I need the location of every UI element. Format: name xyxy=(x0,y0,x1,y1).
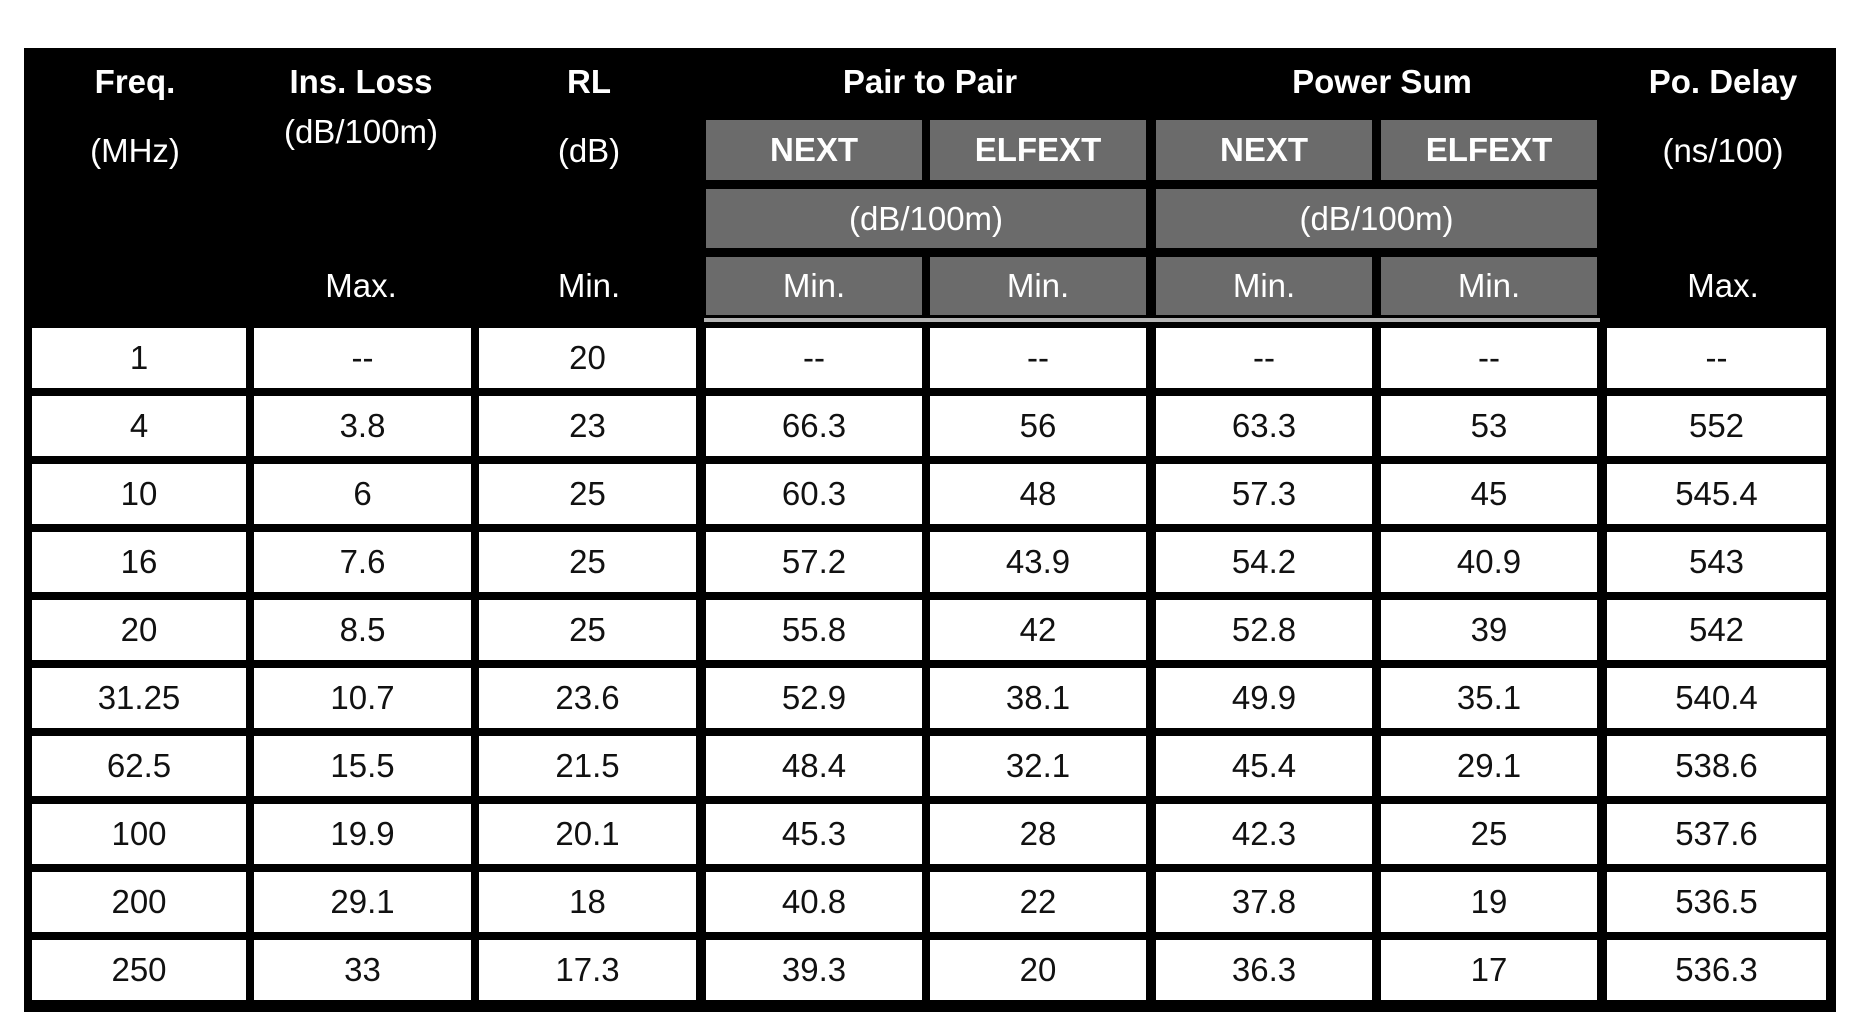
spec-table xyxy=(24,48,1836,1012)
table-cell-freq: 20 xyxy=(32,600,246,660)
table-cell-ps-elfext: 17 xyxy=(1381,940,1597,1000)
table-cell-ps-elfext: 35.1 xyxy=(1381,668,1597,728)
header-po-delay-unit: (ns/100) xyxy=(1662,132,1784,169)
table-cell-ps-elfext: 40.9 xyxy=(1381,532,1597,592)
table-cell-ps-next: 54.2 xyxy=(1156,532,1372,592)
table-cell-rl: 23.6 xyxy=(479,668,696,728)
table-cell-ps-next: 42.3 xyxy=(1156,804,1372,864)
table-cell-freq: 1 xyxy=(32,328,246,388)
table-cell-ptp-elfext: 32.1 xyxy=(930,736,1146,796)
table-cell-po-delay: 538.6 xyxy=(1607,736,1826,796)
table-cell-ptp-elfext: 28 xyxy=(930,804,1146,864)
table-cell-ps-next: 37.8 xyxy=(1156,872,1372,932)
table-cell-ins-loss: 19.9 xyxy=(254,804,471,864)
table-cell-ps-next: 45.4 xyxy=(1156,736,1372,796)
header-po-delay-label: Po. Delay xyxy=(1648,63,1798,100)
header-ptp-next: NEXT xyxy=(706,120,922,180)
table-cell-rl: 20 xyxy=(479,328,696,388)
table-cell-freq: 31.25 xyxy=(32,668,246,728)
table-cell-ins-loss: 7.6 xyxy=(254,532,471,592)
header-ps-elfext-limit: Min. xyxy=(1381,257,1597,315)
header-ptp-elfext: ELFEXT xyxy=(930,120,1146,180)
table-cell-po-delay: 542 xyxy=(1607,600,1826,660)
table-cell-po-delay: 545.4 xyxy=(1607,464,1826,524)
table-cell-ins-loss: 33 xyxy=(254,940,471,1000)
table-cell-ps-next: 57.3 xyxy=(1156,464,1372,524)
header-ptp-next-limit: Min. xyxy=(706,257,922,315)
header-power-sum-label: Power Sum xyxy=(1292,63,1472,100)
header-rl-limit: Min. xyxy=(557,267,621,304)
table-cell-ps-elfext: 19 xyxy=(1381,872,1597,932)
table-cell-rl: 25 xyxy=(479,464,696,524)
table-cell-po-delay: 537.6 xyxy=(1607,804,1826,864)
table-cell-ps-elfext: 45 xyxy=(1381,464,1597,524)
header-ins-loss-unit: (dB/100m) xyxy=(283,113,439,150)
table-cell-ps-elfext: -- xyxy=(1381,328,1597,388)
header-freq-label: Freq. xyxy=(94,63,176,100)
table-cell-ptp-elfext: 22 xyxy=(930,872,1146,932)
table-cell-rl: 21.5 xyxy=(479,736,696,796)
header-rl-unit: (dB) xyxy=(557,132,621,169)
table-cell-freq: 62.5 xyxy=(32,736,246,796)
header-po-delay-limit: Max. xyxy=(1687,267,1759,304)
table-cell-freq: 16 xyxy=(32,532,246,592)
table-cell-rl: 18 xyxy=(479,872,696,932)
table-cell-ptp-elfext: 38.1 xyxy=(930,668,1146,728)
table-cell-ps-next: 49.9 xyxy=(1156,668,1372,728)
table-cell-freq: 250 xyxy=(32,940,246,1000)
table-cell-ptp-next: 55.8 xyxy=(706,600,922,660)
header-ins-loss-label: Ins. Loss xyxy=(289,63,433,100)
table-cell-ins-loss: 8.5 xyxy=(254,600,471,660)
header-ps-next-limit: Min. xyxy=(1156,257,1372,315)
table-cell-ins-loss: -- xyxy=(254,328,471,388)
table-cell-ps-elfext: 39 xyxy=(1381,600,1597,660)
header-freq-unit: (MHz) xyxy=(90,132,180,169)
table-cell-ps-elfext: 29.1 xyxy=(1381,736,1597,796)
table-cell-ptp-elfext: 20 xyxy=(930,940,1146,1000)
table-cell-freq: 200 xyxy=(32,872,246,932)
header-ptp-elfext-limit: Min. xyxy=(930,257,1146,315)
header-rl-label: RL xyxy=(567,63,611,100)
table-cell-po-delay: 552 xyxy=(1607,396,1826,456)
header-ins-loss-limit: Max. xyxy=(325,267,397,304)
table-cell-ins-loss: 6 xyxy=(254,464,471,524)
table-cell-po-delay: 536.5 xyxy=(1607,872,1826,932)
table-cell-rl: 20.1 xyxy=(479,804,696,864)
header-ptp-unit: (dB/100m) xyxy=(706,189,1146,248)
table-cell-ps-elfext: 25 xyxy=(1381,804,1597,864)
table-cell-ps-next: 63.3 xyxy=(1156,396,1372,456)
table-cell-freq: 4 xyxy=(32,396,246,456)
table-cell-ptp-next: 57.2 xyxy=(706,532,922,592)
table-cell-ps-next: 36.3 xyxy=(1156,940,1372,1000)
table-cell-ptp-next: 39.3 xyxy=(706,940,922,1000)
table-cell-ps-elfext: 53 xyxy=(1381,396,1597,456)
table-cell-ptp-next: 45.3 xyxy=(706,804,922,864)
table-cell-rl: 17.3 xyxy=(479,940,696,1000)
header-divider xyxy=(704,318,1600,322)
header-pair-to-pair-label: Pair to Pair xyxy=(842,63,1018,100)
table-cell-po-delay: 540.4 xyxy=(1607,668,1826,728)
table-cell-ptp-next: 60.3 xyxy=(706,464,922,524)
table-cell-ptp-elfext: 43.9 xyxy=(930,532,1146,592)
table-cell-ptp-elfext: 56 xyxy=(930,396,1146,456)
header-ps-next: NEXT xyxy=(1156,120,1372,180)
table-cell-ptp-next: 52.9 xyxy=(706,668,922,728)
table-cell-freq: 100 xyxy=(32,804,246,864)
table-cell-ptp-elfext: 42 xyxy=(930,600,1146,660)
table-cell-ins-loss: 15.5 xyxy=(254,736,471,796)
table-cell-ptp-next: 66.3 xyxy=(706,396,922,456)
table-cell-ptp-elfext: -- xyxy=(930,328,1146,388)
table-cell-ptp-next: -- xyxy=(706,328,922,388)
table-cell-ps-next: -- xyxy=(1156,328,1372,388)
header-ps-elfext: ELFEXT xyxy=(1381,120,1597,180)
table-cell-rl: 23 xyxy=(479,396,696,456)
table-cell-ins-loss: 29.1 xyxy=(254,872,471,932)
table-cell-rl: 25 xyxy=(479,532,696,592)
table-cell-ptp-next: 48.4 xyxy=(706,736,922,796)
table-cell-ptp-elfext: 48 xyxy=(930,464,1146,524)
header-ps-unit: (dB/100m) xyxy=(1156,189,1597,248)
table-cell-freq: 10 xyxy=(32,464,246,524)
table-cell-rl: 25 xyxy=(479,600,696,660)
table-cell-po-delay: 536.3 xyxy=(1607,940,1826,1000)
table-cell-ps-next: 52.8 xyxy=(1156,600,1372,660)
table-cell-po-delay: -- xyxy=(1607,328,1826,388)
table-cell-po-delay: 543 xyxy=(1607,532,1826,592)
table-cell-ins-loss: 10.7 xyxy=(254,668,471,728)
table-cell-ins-loss: 3.8 xyxy=(254,396,471,456)
table-cell-ptp-next: 40.8 xyxy=(706,872,922,932)
